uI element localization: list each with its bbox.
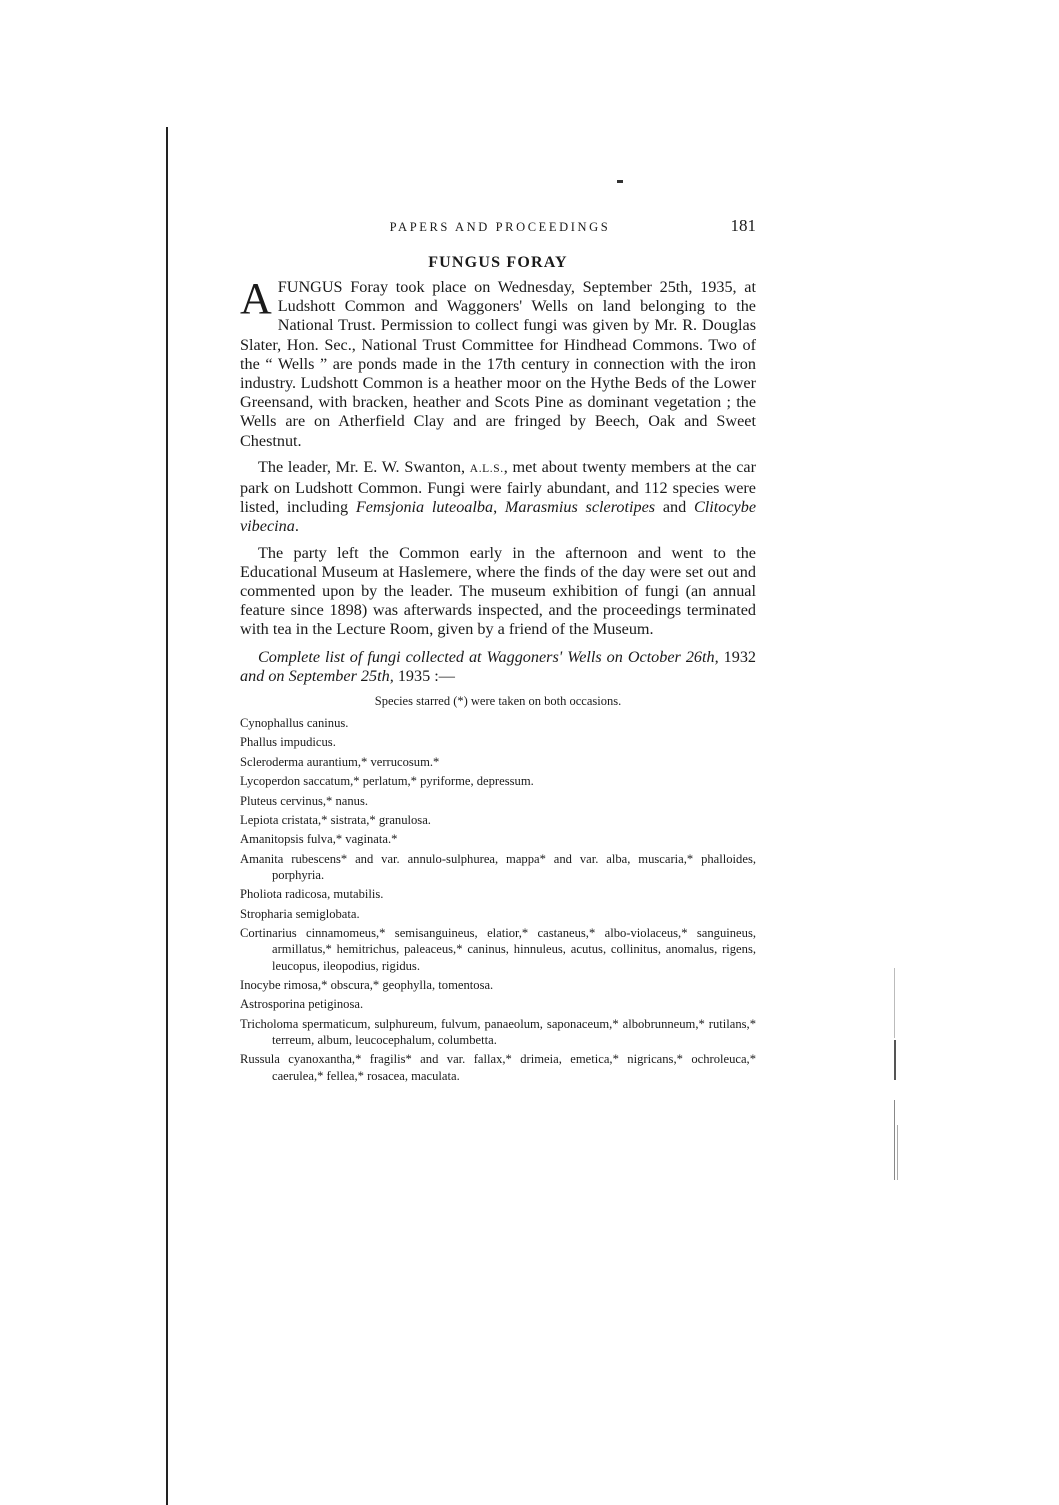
- paragraph-intro-text: FUNGUS Foray took place on Wednesday, September 25th, 1935, at Ludshott Common and Waggoners' Wells on land belonging to the National Trust. Permission to collect fungi was given by Mr. R. Douglas Slater, Hon. Sec., National Trust Committee for Hindhead Commons. Two of the “ Wells ” are ponds made in the 17th century in connection with the iron industry. Ludshott Common is a heather moor on the Hythe Beds of the Lower Greensand, with bracken, heather and Scots Pine as dominant vegetation ; the Wells are on Atherfield Clay and are fringed by Beech, Oak and Sweet Chestnut.: [240, 278, 756, 450]
- species-name: Clitocybe vibecina: [240, 498, 757, 536]
- page-number: 181: [730, 216, 756, 235]
- text-segment: Complete list of fungi collected at Waggoners' Wells on October 26th,: [258, 647, 719, 666]
- article-title: FUNGUS FORAY: [428, 254, 568, 271]
- species-name: Marasmius sclerotipes: [504, 498, 656, 517]
- text-segment: , met about twenty members at the car park on Ludshott Common. Fungi were fairly abundant, and 112 species were listed, including: [240, 457, 756, 517]
- scan-speck: [617, 180, 623, 183]
- paragraph-intro: [240, 274, 756, 451]
- species-list: [240, 715, 756, 1084]
- drop-cap: A: [240, 274, 272, 323]
- list-item: Cortinarius cinnamomeus,* semisanguineus, elatior,* castaneus,* albo-violaceus,* sanguineus, armillatus,* hemitrichus, paleaceus,* caninus, hinnuleus, acutus, collinitus, anomalus, rigens, leucopus, ileopodius, rigidus.: [240, 926, 756, 973]
- text-segment: 1932: [718, 647, 757, 666]
- scan-edge-line: [166, 127, 168, 1505]
- paragraph-museum: The party left the Common early in the afternoon and went to the Educational Museum at Haslemere, where the finds of the day were set out and commented upon by the leader. The museum exhibition of fungi (an annual feature since 1898) was afterwards inspected, and the proceedings terminated with tea in the Lecture Room, given by a friend of the Museum.: [240, 543, 756, 639]
- list-item: Inocybe rimosa,* obscura,* geophylla, tomentosa.: [240, 977, 494, 992]
- text-segment: The leader, Mr. E. W. Swanton,: [258, 457, 470, 476]
- text-segment: and on September 25th,: [240, 666, 394, 685]
- list-intro: [240, 648, 756, 686]
- list-note: Species starred (*) were taken on both occasions.: [374, 694, 622, 709]
- list-item: Pluteus cervinus,* nanus.: [240, 793, 369, 808]
- list-item: Scleroderma aurantium,* verrucosum.*: [240, 754, 440, 769]
- list-item: Phallus impudicus.: [240, 735, 336, 750]
- text-segment: .: [294, 517, 299, 536]
- running-title: PAPERS AND PROCEEDINGS: [389, 220, 611, 234]
- paragraph-leader: [240, 458, 756, 537]
- abbreviation: A.L.S.: [469, 462, 504, 475]
- list-item: Cynophallus caninus.: [240, 716, 349, 731]
- scan-speck: [897, 1125, 898, 1180]
- list-item: Russula cyanoxantha,* fragilis* and var. fallax,* drimeia, emetica,* nigricans,* ochroleuca,* caerulea,* fellea,* rosacea, maculata.: [240, 1052, 756, 1083]
- list-item: Lepiota cristata,* sistrata,* granulosa.: [240, 813, 431, 828]
- document-page: [240, 214, 756, 1087]
- list-item: Amanitopsis fulva,* vaginata.*: [240, 832, 398, 847]
- scan-speck: [894, 1100, 895, 1180]
- list-item: Lycoperdon saccatum,* perlatum,* pyriforme, depressum.: [240, 774, 534, 789]
- list-item: Pholiota radicosa, mutabilis.: [240, 887, 384, 902]
- species-name: Femsjonia luteoalba: [355, 498, 494, 517]
- scan-speck: [894, 968, 895, 1038]
- text-segment: ,: [493, 498, 505, 517]
- running-head: [240, 214, 756, 242]
- list-item: Tricholoma spermaticum, sulphureum, fulvum, panaeolum, saponaceum,* albobrunneum,* rutilans,* terreum, album, leucocephalum, columbetta.: [240, 1016, 756, 1047]
- list-item: Amanita rubescens* and var. annulo-sulphurea, mappa* and var. alba, muscaria,* phalloides, porphyria.: [240, 851, 756, 882]
- text-segment: 1935 :—: [393, 666, 455, 685]
- text-segment: and: [655, 498, 694, 517]
- list-item: Astrosporina petiginosa.: [240, 997, 364, 1012]
- list-item: Stropharia semiglobata.: [240, 906, 360, 921]
- scan-speck: [894, 1040, 896, 1080]
